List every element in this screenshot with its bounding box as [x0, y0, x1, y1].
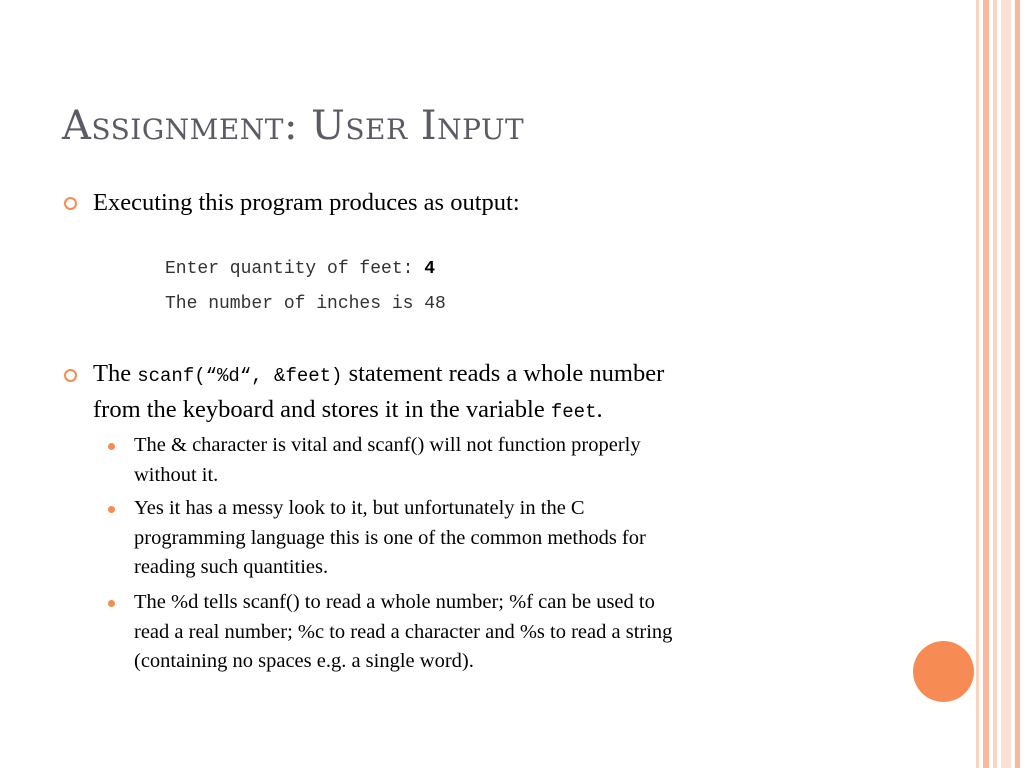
stripe [1001, 0, 1011, 768]
bullet-text-part: from the keyboard and stores it in the variable [93, 396, 551, 423]
sub-bullet-icon [108, 600, 115, 607]
output-line-2: The number of inches is 48 [165, 294, 446, 314]
sub-bullet-line: read a real number; %c to read a character and %s to read a string [134, 620, 673, 643]
inline-code: feet [550, 401, 597, 423]
sub-bullet-icon [108, 443, 115, 450]
sub-bullet-line: Yes it has a messy look to it, but unfortunately in the C [134, 497, 585, 519]
bullet-text [93, 357, 893, 429]
sub-bullet-line: The & character is vital and scanf() will not function properly [134, 434, 641, 456]
stripe [1015, 0, 1020, 768]
sub-bullet-icon [108, 506, 115, 513]
bullet-text-part: statement reads a whole number [342, 360, 665, 387]
bullet-text-part: The [93, 360, 138, 387]
inline-code: scanf(“%d“, &feet) [137, 365, 343, 387]
stripe [976, 0, 979, 768]
decorative-circle [913, 641, 974, 702]
bullet-icon [64, 369, 77, 382]
slide-title: Assignment: User Input [62, 103, 525, 149]
output-user-input: 4 [424, 259, 436, 279]
decorative-stripes [976, 0, 1024, 768]
sub-bullet-line: (containing no spaces e.g. a single word). [134, 650, 474, 672]
bullet-icon [64, 197, 77, 210]
sub-bullet-line: The %d tells scanf() to read a whole number; %f can be used to [134, 591, 655, 613]
output-prompt: Enter quantity of feet: [165, 259, 425, 279]
sub-bullet-text [134, 588, 894, 677]
stripe [983, 0, 989, 768]
output-line-1 [165, 258, 435, 280]
stripe [993, 0, 997, 768]
sub-bullet-line: reading such quantities. [134, 556, 329, 578]
sub-bullet-line: without it. [134, 463, 219, 486]
sub-bullet-line: programming language this is one of the common methods for [134, 526, 646, 549]
sub-bullet-text [134, 431, 894, 490]
bullet-text-part: . [596, 396, 603, 423]
bullet-text: Executing this program produces as output: [93, 189, 520, 216]
sub-bullet-text [134, 494, 894, 583]
